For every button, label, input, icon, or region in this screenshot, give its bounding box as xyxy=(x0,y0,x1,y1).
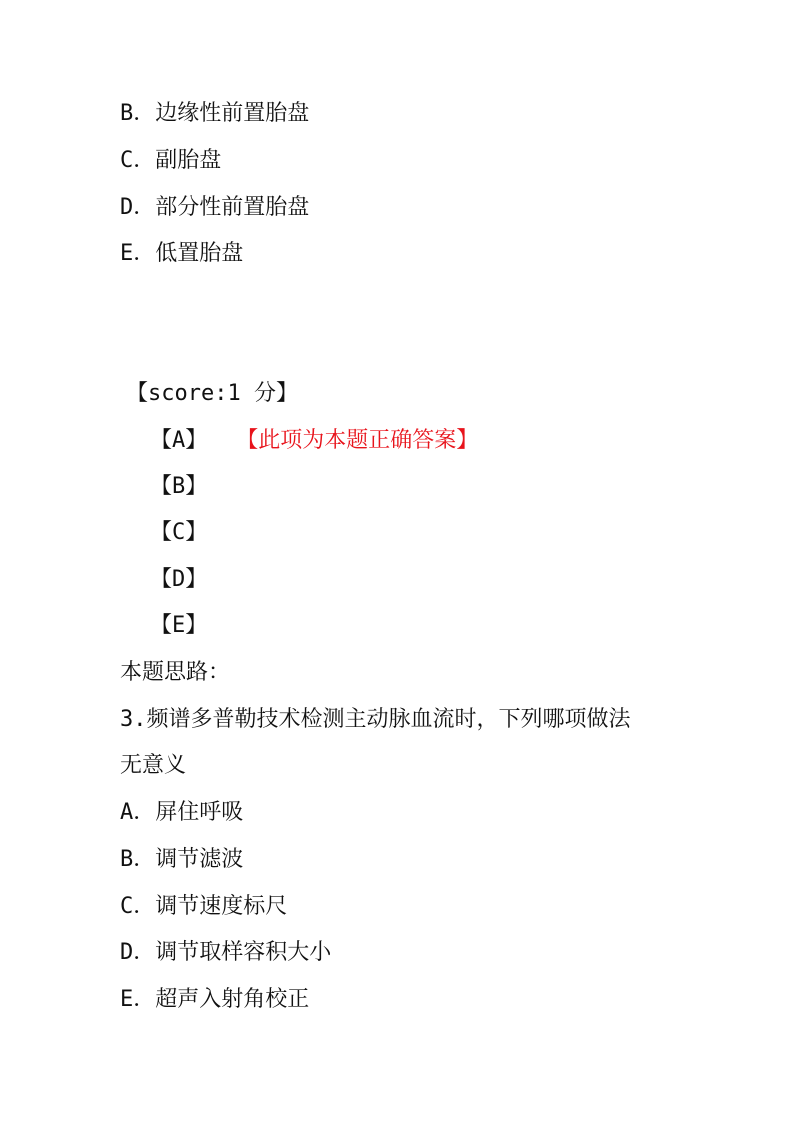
answer-choice-c: 【C】 xyxy=(150,520,208,545)
answer-choice-label: 【A】 xyxy=(150,428,208,453)
answer-choice-e: 【E】 xyxy=(150,613,208,638)
q3-option-e: E．超声入射角校正 xyxy=(120,987,310,1012)
prev-option-c: C．副胎盘 xyxy=(120,148,222,173)
question3-stem-line2: 无意义 xyxy=(120,753,187,778)
question3-stem-line1: 3.频谱多普勒技术检测主动脉血流时，下列哪项做法 xyxy=(120,707,631,732)
correct-answer-marker: 【此项为本题正确答案】 xyxy=(247,428,479,453)
prev-option-b: B．边缘性前置胎盘 xyxy=(120,101,310,126)
q3-option-d: D．调节取样容积大小 xyxy=(120,940,332,965)
q3-option-c: C．调节速度标尺 xyxy=(120,894,288,919)
explanation-label: 本题思路： xyxy=(120,660,231,685)
answer-choice-d: 【D】 xyxy=(150,567,208,592)
prev-option-e: E．低置胎盘 xyxy=(120,241,244,266)
q3-option-a: A．屏住呼吸 xyxy=(120,800,244,825)
answer-choice-b: 【B】 xyxy=(150,474,208,499)
score-label: 【score:1 分】 xyxy=(126,381,298,406)
answer-choice-a xyxy=(150,426,478,456)
q3-option-b: B．调节滤波 xyxy=(120,847,244,872)
prev-option-d: D．部分性前置胎盘 xyxy=(120,195,310,220)
